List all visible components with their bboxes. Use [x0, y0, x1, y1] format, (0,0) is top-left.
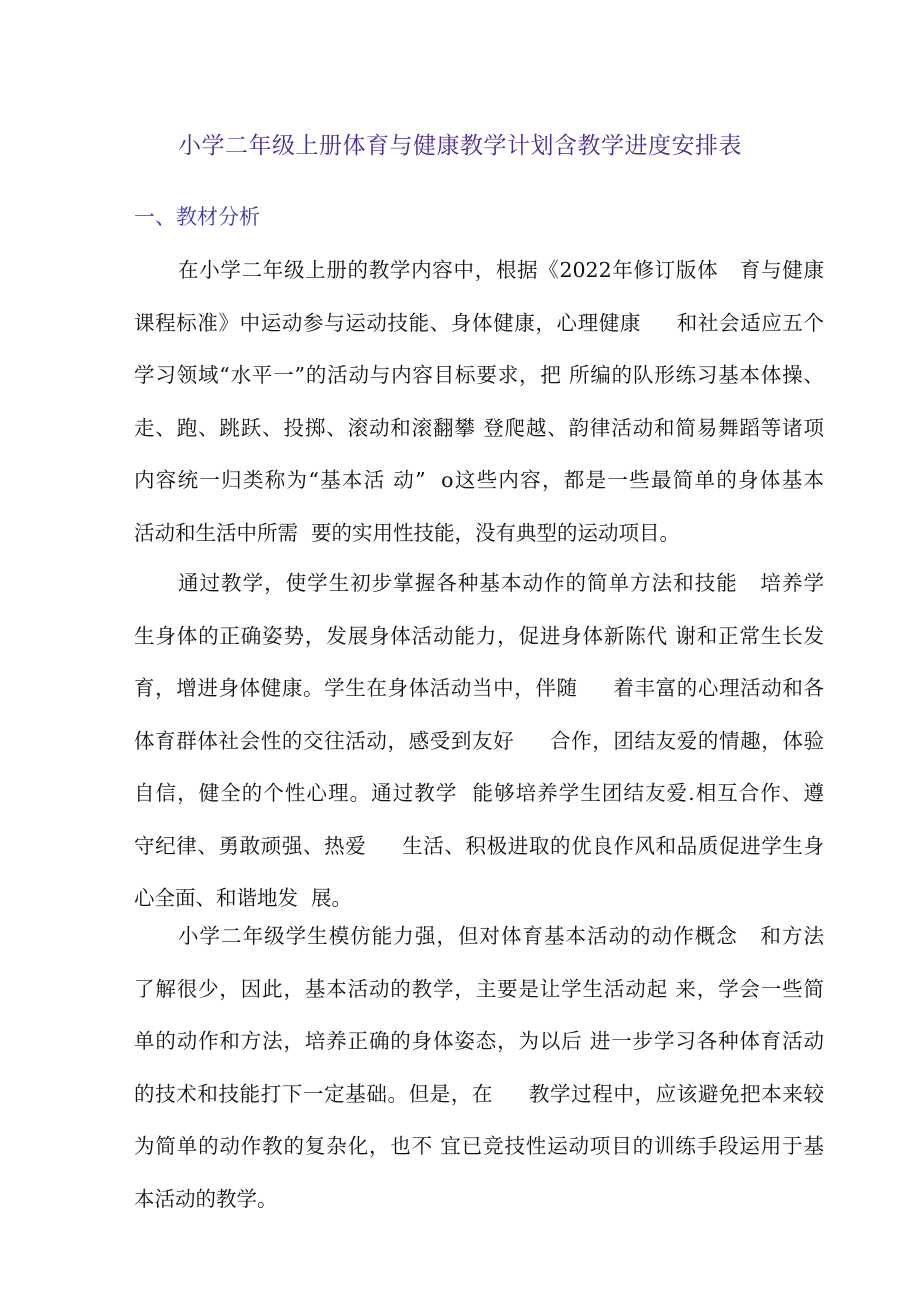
paragraph-line: 心全面、和谐地发 展。 [134, 886, 353, 910]
paragraph-2 [134, 557, 824, 925]
paragraph-line: 了解很少，因此，基本活动的教学，主要是让学生活动起 来，学会一些简 [134, 976, 824, 1001]
section-heading: 一、教材分析 [134, 205, 260, 229]
paragraph-line: 生身体的正确姿势，发展身体活动能力，促进身体新陈代 谢和正常生长发 [134, 623, 824, 648]
paragraph-line: 本活动的教学。 [134, 1186, 278, 1211]
paragraph-line: 通过教学，使学生初步掌握各种基本动作的简单方法和技能 培养学 [178, 571, 824, 595]
paragraph-line: 活动和生活中所需 要的实用性技能，没有典型的运动项目。 [134, 520, 681, 545]
paragraph-line: 育，增进身体健康。学生在身体活动当中，伴随 着丰富的心理活动和各 [134, 676, 824, 700]
paragraph-line: 为简单的动作教的复杂化，也不 宜已竞技性运动项目的训练手段运用于基 [134, 1134, 824, 1158]
paragraph-line: 体育群体社会性的交往活动，感受到友好 合作，团结友爱的情趣，体验 [134, 728, 824, 753]
paragraph-line: 在小学二年级上册的教学内容中，根据《2022年修订版体 育与健康 [178, 258, 824, 282]
paragraph-line: 内容统一归类称为“基本活 动” o这些内容，都是一些最简单的身体基本 [134, 468, 824, 492]
paragraph-line: 课程标准》中运动参与运动技能、身体健康，心理健康 和社会适应五个 [134, 310, 824, 335]
paragraph-1 [134, 244, 824, 559]
paragraph-line: 走、跑、跳跃、投掷、滚动和滚翻攀 登爬越、韵律活动和简易舞蹈等诸项 [134, 415, 824, 440]
paragraph-line: 自信，健全的个性心理。通过教学 能够培养学生团结友爱.相互合作、遵 [134, 781, 824, 805]
paragraph-line: 小学二年级学生模仿能力强，但对体育基本活动的动作概念 和方法 [178, 924, 824, 948]
document-title: 小学二年级上册体育与健康教学计划含教学进度安排表 [178, 133, 742, 159]
paragraph-line: 单的动作和方法，培养正确的身体姿态，为以后 进一步学习各种体育活动 [134, 1029, 824, 1053]
paragraph-line: 学习领域“水平一”的活动与内容目标要求，把 所编的队形练习基本体操、 [134, 363, 824, 387]
paragraph-line: 的技术和技能打下一定基础。但是，在 教学过程中，应该避免把本来较 [134, 1081, 824, 1106]
paragraph-line: 守纪律、勇敢顽强、热爱 生活、积极进取的优良作风和品质促进学生身 [134, 833, 824, 858]
paragraph-3 [134, 910, 824, 1225]
